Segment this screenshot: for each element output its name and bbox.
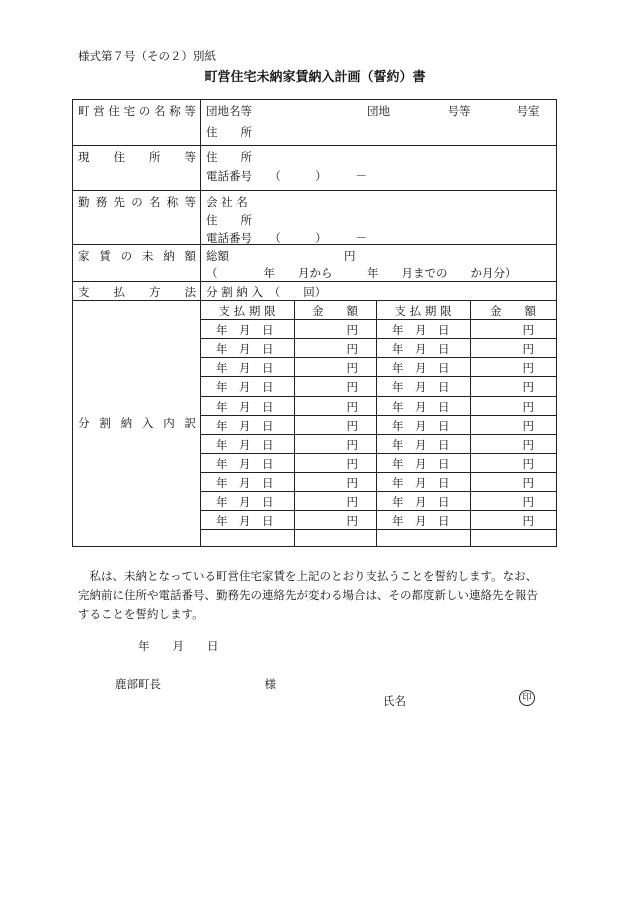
label-char: 訳: [184, 416, 196, 430]
current-address-field: 住 所: [206, 150, 252, 164]
installment-yen-cell: 円: [346, 476, 358, 490]
installment-col-divider: [376, 300, 377, 546]
installment-date-cell: 年 月 日: [216, 457, 274, 471]
installment-yen-cell: 円: [346, 495, 358, 509]
label-char: 払: [113, 285, 125, 299]
installment-date-cell: 年 月 日: [216, 495, 274, 509]
label-char: 家: [78, 249, 90, 263]
arrears-total-field: 総額 円: [206, 249, 356, 263]
installment-yen-cell: 円: [522, 514, 534, 528]
installment-yen-cell: 円: [346, 457, 358, 471]
installment-yen-cell: 円: [522, 380, 534, 394]
arrears-label: [78, 248, 196, 264]
installment-yen-cell: 円: [346, 400, 358, 414]
label-char: 所: [149, 150, 161, 164]
document-title: 町営住宅未納家賃納入計画（誓約）書: [204, 70, 426, 85]
installment-yen-cell: 円: [346, 380, 358, 394]
label-char: 等: [184, 150, 196, 164]
label-char: 先: [113, 195, 125, 209]
installment-yen-cell: 円: [522, 400, 534, 414]
installment-row-divider: [200, 453, 556, 454]
label-char: の: [131, 195, 143, 209]
installment-date-cell: 年 月 日: [392, 457, 450, 471]
installment-row-divider: [200, 491, 556, 492]
addressee: 鹿部町長 様: [115, 677, 276, 691]
label-char: の: [120, 249, 133, 263]
label-char: 現: [78, 150, 90, 164]
installment-date-cell: 年 月 日: [392, 419, 450, 433]
label-char: 等: [184, 195, 196, 209]
installment-yen-cell: 円: [346, 361, 358, 375]
installment-row-divider: [200, 396, 556, 397]
company-name-field: 会 社 名: [206, 195, 248, 209]
label-char: 分: [78, 416, 90, 430]
installment-date-cell: 年 月 日: [216, 380, 274, 394]
label-char: 等: [184, 104, 196, 118]
installment-row-divider: [200, 472, 556, 473]
installment-date-cell: 年 月 日: [392, 495, 450, 509]
installment-row-divider: [200, 357, 556, 358]
installment-yen-cell: 円: [522, 495, 534, 509]
label-char: 額: [184, 249, 196, 263]
housing-complex-field: 団地名等 団地 号等 号室: [206, 104, 540, 118]
installment-row-divider: [200, 319, 556, 320]
installment-row-divider: [200, 434, 556, 435]
installment-date-cell: 年 月 日: [216, 342, 274, 356]
installment-yen-cell: 円: [522, 476, 534, 490]
label-char: 入: [141, 416, 154, 430]
arrears-period-field: （ 年 月から 年 月までの か月分）: [206, 266, 517, 280]
housing-address-field: 住 所: [206, 125, 252, 139]
installment-date-cell: 年 月 日: [216, 514, 274, 528]
label-char: 住: [113, 150, 125, 164]
installment-yen-cell: 円: [346, 438, 358, 452]
installment-row-divider: [200, 415, 556, 416]
installment-date-cell: 年 月 日: [216, 400, 274, 414]
installment-yen-cell: 円: [522, 419, 534, 433]
payment-method-label: [78, 284, 196, 300]
pledge-line: 私は、未納となっている町営住宅家賃を上記のとおり支払うことを誓約します。なお、: [78, 569, 538, 583]
installment-yen-cell: 円: [522, 438, 534, 452]
installment-yen-cell: 円: [522, 361, 534, 375]
installment-date-cell: 年 月 日: [392, 342, 450, 356]
installment-yen-cell: 円: [522, 457, 534, 471]
label-char: 住: [108, 104, 120, 118]
deadline-column-header: 支 払 期 限: [218, 304, 276, 318]
label-char: 支: [78, 285, 90, 299]
installment-row-divider: [200, 376, 556, 377]
installment-date-cell: 年 月 日: [216, 419, 274, 433]
label-char: 名: [149, 195, 161, 209]
installment-date-cell: 年 月 日: [392, 400, 450, 414]
pledge-line: 完納前に住所や電話番号、勤務先の連絡先が変わる場合は、その都度新しい連絡先を報告: [78, 588, 538, 602]
label-char: 町: [78, 104, 90, 118]
row-divider: [72, 300, 557, 301]
company-phone-field: 電話番号 （ ） －: [206, 231, 367, 245]
table-border-right: [556, 99, 557, 547]
pledge-text: [78, 567, 556, 624]
pledge-line: することを誓約します。: [78, 607, 204, 621]
table-border-top: [72, 99, 557, 100]
installment-yen-cell: 円: [346, 419, 358, 433]
installment-date-cell: 年 月 日: [392, 438, 450, 452]
installment-date-cell: 年 月 日: [216, 438, 274, 452]
installment-date-cell: 年 月 日: [392, 514, 450, 528]
current-address-label: [78, 149, 196, 165]
row-divider: [72, 190, 557, 191]
signature-name-label: 氏名: [383, 694, 406, 708]
installment-yen-cell: 円: [346, 342, 358, 356]
row-divider: [72, 145, 557, 146]
label-char: 名: [154, 104, 166, 118]
label-char: 賃: [99, 249, 111, 263]
installment-yen-cell: 円: [522, 342, 534, 356]
form-number: 様式第７号（その２）別紙: [78, 49, 216, 63]
installment-yen-cell: 円: [346, 323, 358, 337]
installment-date-cell: 年 月 日: [392, 361, 450, 375]
installment-date-cell: 年 月 日: [392, 476, 450, 490]
installment-date-cell: 年 月 日: [216, 476, 274, 490]
current-phone-field: 電話番号 （ ） －: [206, 169, 367, 183]
installment-row-divider: [200, 510, 556, 511]
workplace-label: [78, 194, 196, 210]
table-border-bottom: [72, 546, 557, 547]
label-char: の: [138, 104, 151, 118]
signature-date: 年 月 日: [138, 639, 219, 653]
housing-name-label: [78, 103, 196, 119]
installment-row-divider: [200, 338, 556, 339]
installment-date-cell: 年 月 日: [216, 361, 274, 375]
label-char: 納: [120, 416, 133, 430]
amount-column-header: 金 額: [490, 304, 536, 318]
installment-count-field: 分 割 納 入 （ 回）: [206, 285, 327, 299]
label-column-divider: [200, 99, 201, 547]
label-char: 営: [93, 104, 105, 118]
amount-column-header: 金 額: [312, 304, 358, 318]
label-char: 納: [163, 249, 175, 263]
label-char: 宅: [123, 104, 136, 118]
installment-row-divider: [200, 529, 556, 530]
installment-yen-cell: 円: [522, 323, 534, 337]
installment-date-cell: 年 月 日: [392, 323, 450, 337]
installment-breakdown-label: [78, 415, 196, 431]
label-char: 務: [95, 195, 108, 209]
label-char: 割: [99, 416, 111, 430]
label-char: 称: [169, 104, 181, 118]
label-char: 方: [149, 285, 161, 299]
label-char: 勤: [78, 195, 90, 209]
label-char: 称: [166, 195, 179, 209]
installment-yen-cell: 円: [346, 514, 358, 528]
table-border-left: [72, 99, 73, 547]
installment-date-cell: 年 月 日: [392, 380, 450, 394]
installment-date-cell: 年 月 日: [216, 323, 274, 337]
deadline-column-header: 支 払 期 限: [394, 304, 452, 318]
label-char: 内: [163, 416, 175, 430]
row-divider: [72, 281, 557, 282]
label-char: 法: [184, 285, 196, 299]
company-address-field: 住 所: [206, 213, 252, 227]
label-char: 未: [141, 249, 154, 263]
seal-mark: 印: [519, 690, 535, 706]
